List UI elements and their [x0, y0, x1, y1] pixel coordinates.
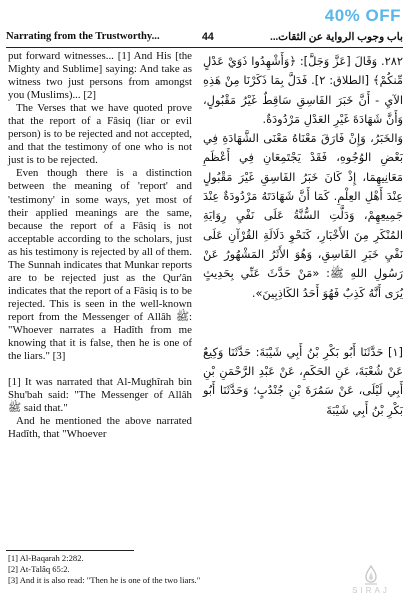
footnote-2: [2] At-Talâq 65:2. — [8, 564, 70, 574]
english-column — [8, 50, 192, 441]
footnote-3: [3] And it is also read: "Then he is one of the two liars." — [8, 575, 201, 585]
discount-badge: 40% OFF — [324, 6, 401, 25]
footnotes — [8, 553, 308, 586]
arabic-paragraph-1: ٢٨٢. وَقَالَ [عَزَّ وَجَلَّ]: ﴿وَأَشْهِدُوا ذَوَيْ عَدْلٍ مِّنكُمْ﴾ [الطلاق: ٢]. فَدَلَّ بِمَا ذَكَرْنَا مِنْ هَذِهِ الآيِ - أَنَّ خَبَرَ الفَاسِقِ سَاقِطٌ غَيْرُ مَقْبُولٍ، وَأَنَّ شَهَادَةَ غَيْرِ العَدْلِ مَرْدُودَةٌ. — [203, 54, 403, 126]
page-number: 44 — [202, 31, 214, 43]
english-paragraph-1: put forward witnesses... [1] And His [the Mighty and Sublime] saying: And take as witness two just persons from amongst you (Muslims)... [2] — [8, 50, 192, 102]
footnote-rule — [6, 550, 134, 551]
header-rule — [6, 47, 403, 48]
arabic-column — [203, 52, 403, 420]
running-title-arabic: باب وجوب الرواية عن الثقات... — [270, 32, 403, 43]
paragraph-spacer — [203, 303, 403, 343]
paragraph-spacer — [8, 363, 192, 376]
arabic-paragraph-2: وَالخَبَرُ، وَإِنْ فَارَقَ مَعْنَاهُ مَعْنَى الشَّهَادَةِ فِي بَعْضِ الوُجُوهِ، فَقَدْ يَجْتَمِعَانِ فِي أَعْظَمِ مَعَانِيهِمَا، إِذْ كَانَ خَبَرُ الفَاسِقِ غَيْرَ مَقْبُولٍ عِنْدَ أَهْلِ العِلْمِ. كَمَا أَنَّ شَهَادَتَهُ مَرْدُودَةٌ عِنْدَ جَمِيعِهِمْ، وَدَلَّتِ السُّنَّةُ عَلَى نَفْيِ رِوَايَةِ المُنْكَرِ مِنَ الأَخْبَارِ، كَنَحْوِ دَلَالَةِ القُرْآنِ عَلَى نَفْيِ خَبَرِ الفَاسِقِ، وَهُوَ الأَثَرُ المَشْهُورُ عَنْ رَسُولِ اللهِ ﷺ: «مَنْ حَدَّثَ عَنِّي بِحَدِيثٍ يُرَى أَنَّهُ كَذِبٌ فَهُوَ أَحَدُ الكَاذِبِينَ». — [203, 131, 403, 300]
english-paragraph-5: And he mentioned the above narrated Hadîth, that "Whoever — [8, 415, 192, 441]
page-header — [6, 31, 403, 45]
english-paragraph-2: The Verses that we have quoted prove that the report of a Fâsiq (liar or evil person) is to be rejected and not accepted, and that the testimony of one who is not just is to be rejected. — [8, 102, 192, 167]
english-paragraph-3: Even though there is a distinction between the meaning of 'report' and 'testimony' in some ways, yet most of their applied meanings are the same, because the report of a Fâsiq is not acceptable according to the scholars, just as his testimony is rejected by all of them. The Sunnah indicates that Munkar reports are to be rejected just as the Qur'ân indicates that the report of a Fâsiq is to be rejected. This is seen in the well-known report from the Messenger of Allâh ﷺ: "Whoever narrates a Hadîth from me knowing that it is false, then he is one of the liars." [3] — [8, 167, 192, 363]
footnote-1: [1] Al-Baqarah 2:282. — [8, 553, 84, 563]
siraj-lamp-icon — [360, 565, 382, 585]
arabic-paragraph-3: [١] حَدَّثَنَا أَبُو بَكْرِ بْنُ أَبِي شَيْبَةَ: حَدَّثَنَا وَكِيعٌ عَنْ شُعْبَةَ، عَنِ الحَكَمِ، عَنْ عَبْدِ الرَّحْمَنِ بْنِ أَبِي لَيْلَى، عَنْ سَمُرَةَ بْنِ جُنْدُبٍ؛ وَحَدَّثَنَا أَبُو بَكْرِ بْنُ أَبِي شَيْبَةَ — [203, 344, 403, 417]
siraj-logo — [344, 565, 398, 597]
english-paragraph-4: [1] It was narrated that Al-Mughîrah bin Shu'bah said: "The Messenger of Allâh ﷺ said that." — [8, 376, 192, 415]
logo-text: SIRAJ — [352, 586, 390, 595]
running-title-english: Narrating from the Trustworthy... — [6, 31, 160, 42]
